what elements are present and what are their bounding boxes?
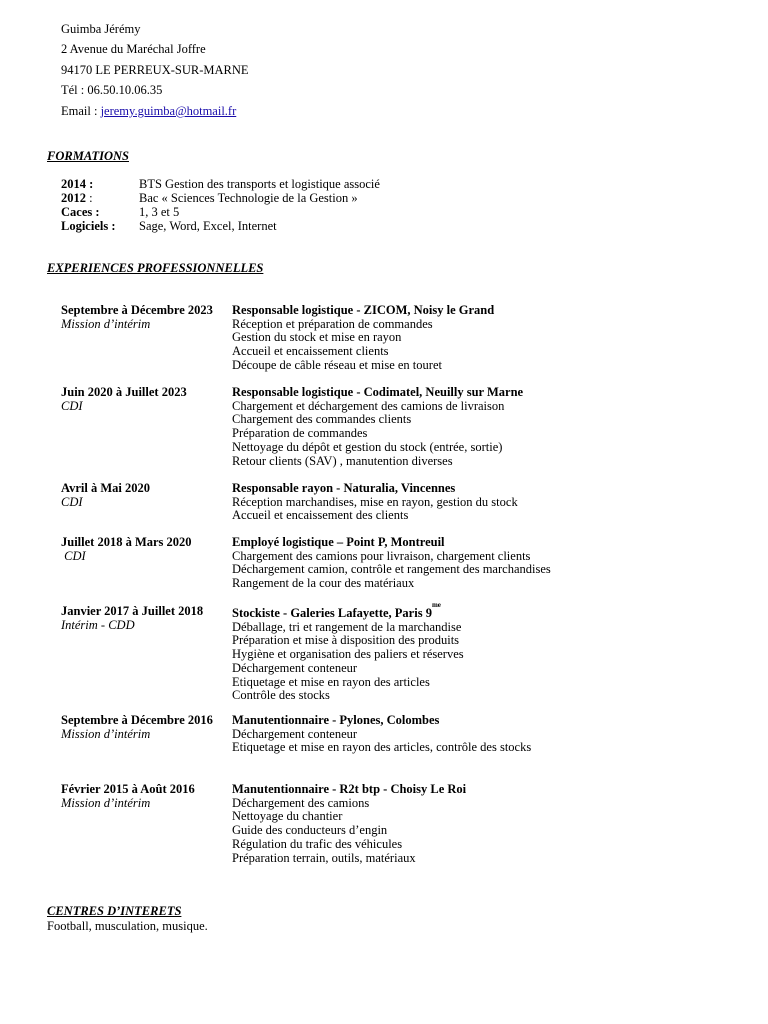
job-title: Responsable rayon - Naturalia, Vincennes <box>232 481 456 495</box>
formation-row <box>61 192 561 206</box>
job-task: Déchargement conteneur <box>232 726 358 741</box>
job-contract-type: Mission d’intérim <box>61 316 151 331</box>
section-title-formations: FORMATIONS <box>47 149 129 163</box>
job-task: Gestion du stock et mise en rayon <box>232 330 402 345</box>
job-details <box>232 714 531 755</box>
job-task: Réception marchandises, mise en rayon, gestion du stock <box>232 494 518 509</box>
contact-name: Guimba Jérémy <box>61 22 141 36</box>
job-title: Responsable logistique - ZICOM, Noisy le Grand <box>232 303 495 317</box>
formation-label: 2014 : <box>61 177 94 191</box>
contact-email-link[interactable]: jeremy.guimba@hotmail.fr <box>100 104 237 118</box>
job-task: Déballage, tri et rangement de la marchandise <box>232 619 462 634</box>
section-title-interests: CENTRES D’INTERETS <box>47 904 182 918</box>
job-details <box>232 386 523 468</box>
job-date: Septembre à Décembre 2023 <box>61 303 213 317</box>
job-details <box>232 783 466 865</box>
job-task: Rangement de la cour des matériaux <box>232 576 415 591</box>
job-title: Employé logistique – Point P, Montreuil <box>232 535 445 549</box>
section-title-experiences: EXPERIENCES PROFESSIONNELLES <box>47 261 264 275</box>
job-title: Manutentionnaire - Pylones, Colombes <box>232 713 440 727</box>
job-task: Accueil et encaissement clients <box>232 344 389 359</box>
interests-text: Football, musculation, musique. <box>47 919 208 933</box>
job-meta <box>61 304 213 331</box>
job-meta <box>61 714 213 741</box>
job-date: Janvier 2017 à Juillet 2018 <box>61 604 204 618</box>
formation-label: 2012 : <box>61 191 93 205</box>
job-details <box>232 482 518 523</box>
job-task: Réception et préparation de commandes <box>232 316 433 331</box>
formation-value: Bac « Sciences Technologie de la Gestion » <box>139 191 358 205</box>
job-task: Guide des conducteurs d’engin <box>232 823 388 838</box>
job-contract-type: Intérim - CDD <box>61 617 135 632</box>
job-title: Manutentionnaire - R2t btp - Choisy Le Roi <box>232 782 467 796</box>
job-task: Etiquetage et mise en rayon des articles, contrôle des stocks <box>232 740 532 755</box>
job-meta <box>61 783 195 810</box>
job-task: Chargement des commandes clients <box>232 412 412 427</box>
formation-row <box>61 220 561 234</box>
job-task: Déchargement camion, contrôle et rangement des marchandises <box>232 562 551 577</box>
job-date: Avril à Mai 2020 <box>61 481 150 495</box>
job-details <box>232 304 494 373</box>
contact-email-label: Email : <box>61 104 101 118</box>
job-task: Hygiène et organisation des paliers et réserves <box>232 647 464 662</box>
job-date: Février 2015 à Août 2016 <box>61 782 195 796</box>
job-task: Contrôle des stocks <box>232 688 330 703</box>
job-meta <box>61 386 187 413</box>
job-contract-type: CDI <box>61 548 86 563</box>
job-task: Préparation et mise à disposition des produits <box>232 633 460 648</box>
job-title: Stockiste - Galeries Lafayette, Paris $9^{me}$ <box>232 601 441 620</box>
job-task: Découpe de câble réseau et mise en touret <box>232 357 442 372</box>
job-date: Septembre à Décembre 2016 <box>61 713 213 727</box>
contact-email-line <box>61 105 236 119</box>
job-contract-type: CDI <box>61 494 83 509</box>
formation-value: BTS Gestion des transports et logistique associé <box>139 177 380 191</box>
job-task: Accueil et encaissement des clients <box>232 508 409 523</box>
job-task: Déchargement des camions <box>232 795 370 810</box>
job-title: Responsable logistique - Codimatel, Neuilly sur Marne <box>232 385 524 399</box>
job-task: Chargement et déchargement des camions de livraison <box>232 398 505 413</box>
job-date: Juin 2020 à Juillet 2023 <box>61 385 187 399</box>
job-task: Etiquetage et mise en rayon des articles <box>232 674 430 689</box>
job-task: Nettoyage du chantier <box>232 809 343 824</box>
job-contract-type: Mission d’intérim <box>61 795 151 810</box>
job-date: Juillet 2018 à Mars 2020 <box>61 535 192 549</box>
job-task: Préparation de commandes <box>232 426 368 441</box>
formation-label: Caces : <box>61 205 100 219</box>
job-task: Préparation terrain, outils, matériaux <box>232 850 416 865</box>
title-superscript: me <box>431 601 441 609</box>
job-task: Régulation du trafic des véhicules <box>232 836 403 851</box>
job-meta <box>61 536 192 563</box>
formation-value: 1, 3 et 5 <box>139 205 180 219</box>
job-task: Retour clients (SAV) , manutention diverses <box>232 453 453 468</box>
job-details <box>232 536 551 591</box>
job-task: Chargement des camions pour livraison, chargement clients <box>232 548 531 563</box>
job-meta <box>61 605 203 632</box>
formation-value: Sage, Word, Excel, Internet <box>139 219 277 233</box>
formation-row <box>61 178 561 192</box>
contact-address: 2 Avenue du Maréchal Joffre <box>61 42 206 56</box>
formation-label: Logiciels : <box>61 219 116 233</box>
contact-phone: Tél : 06.50.10.06.35 <box>61 83 163 97</box>
job-meta <box>61 482 150 509</box>
job-details <box>232 601 464 703</box>
job-contract-type: Mission d’intérim <box>61 726 151 741</box>
contact-city: 94170 LE PERREUX-SUR-MARNE <box>61 63 249 77</box>
job-task: Nettoyage du dépôt et gestion du stock (entrée, sortie) <box>232 439 503 454</box>
job-contract-type: CDI <box>61 398 83 413</box>
formation-row <box>61 206 561 220</box>
job-task: Déchargement conteneur <box>232 660 358 675</box>
